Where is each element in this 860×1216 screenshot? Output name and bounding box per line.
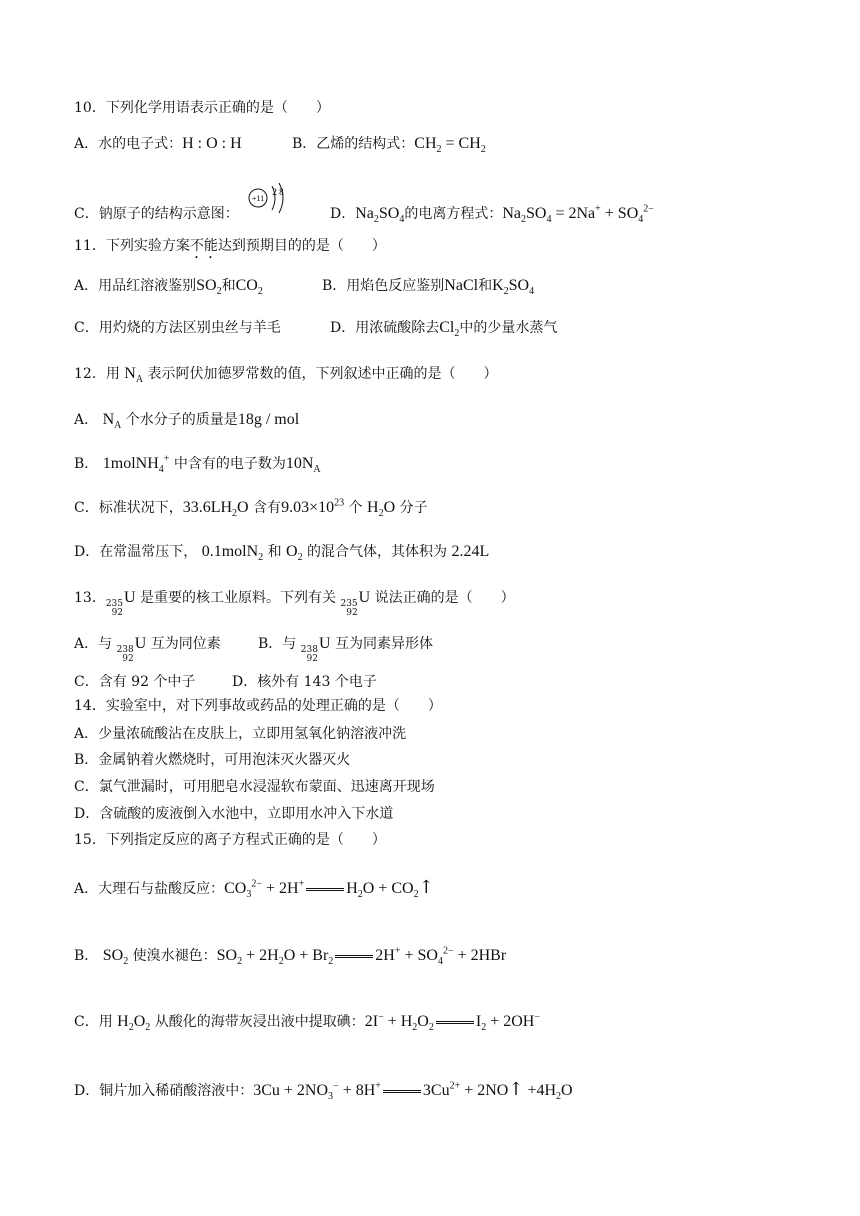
q10-a-label: A．水的电子式： (74, 136, 183, 152)
q10-option-c: C．钠原子的结构示意图： (74, 206, 239, 222)
q15-option-b: B． $SO_2$ 使溴水褪色：$SO_2 + 2H_2O + Br_2$ $2H^+ + SO_4^{2-} + 2HBr$ (74, 945, 507, 968)
q10-d-text: 的电离方程式： (404, 206, 503, 222)
nucleus-charge: +11 (251, 194, 265, 203)
q11-stem (74, 236, 386, 262)
q10-a-formula: H : O : H (182, 135, 242, 152)
q11-option-b: B．用焰色反应鉴别NaCl和$K_2SO_4$ (322, 277, 535, 298)
q14-option-c: C．氯气泄漏时，可用肥皂水浸湿软布蒙面、迅速离开现场 (74, 779, 435, 795)
q10-option-d (330, 204, 654, 224)
q13-option-a: A．与 238 92 U 互为同位素 (74, 635, 221, 664)
q10-d-compound: $Na_2SO_4$ (355, 205, 405, 226)
q14-option-a: A．少量浓硫酸沾在皮肤上，立即用氢氧化钠溶液冲洗 (74, 726, 407, 742)
q12-option-d: D．在常温常压下， 0.1molN$_2$ 和 $O_2$ 的混合气体，其体积为 2.24L (74, 543, 490, 564)
q10-b-formula: $CH_2 = CH_2$ (414, 135, 486, 156)
q12-option-b: B． 1molNH$_4$+ 中含有的电子数为$10N_A$ (74, 453, 321, 476)
q15-option-a: A．大理石与盐酸反应：$CO_3^{2-} + 2H^+$ $H_2O$ + $CO_2↑$ (74, 877, 434, 901)
sodium-atom-diagram (244, 178, 290, 218)
q10-stem: 10．下列化学用语表示正确的是（ ） (74, 100, 330, 116)
q14-option-d: D．含硫酸的废液倒入水池中，立即用水冲入下水道 (74, 806, 394, 822)
q13-option-b: B．与 238 92 U 互为同素异形体 (258, 635, 433, 664)
q11-option-d: D．用浓硫酸除去$Cl_2$中的少量水蒸气 (330, 319, 558, 340)
q11-stem-emph: 不能 (189, 238, 218, 254)
q11-option-c: C．用灼烧的方法区别虫丝与羊毛 (74, 320, 281, 336)
q13-option-d: D．核外有 143 个电子 (232, 674, 377, 690)
q12-option-a: A． $N_A$ 个水分子的质量是18g / mol (74, 411, 300, 432)
q12-option-c: C．标准状况下，$33.6LH_2O$ 含有$9.03\times 10^{23}$ 个 $H_2O$ 分子 (74, 497, 428, 520)
q11-option-a: A．用品红溶液鉴别$SO_2$和$CO_2$ (74, 277, 263, 298)
q14-stem: 14．实验室中，对下列事故或药品的处理正确的是（ ） (74, 698, 442, 714)
q14-option-b: B．金属钠着火燃烧时，可用泡沫灭火器灭火 (74, 752, 351, 768)
q10-d-label: D． (330, 206, 356, 222)
q15-option-d: D．铜片加入稀硝酸溶液中：$3Cu + 2NO_3^- + 8H^+$ $3Cu^{2+}$ + 2NO↑ $+4H_2O$ (74, 1079, 573, 1103)
q12-stem: 12．用 $N_A$ 表示阿伏加德罗常数的值，下列叙述中正确的是（ ） (74, 365, 498, 386)
q15-stem: 15．下列指定反应的离子方程式正确的是（ ） (74, 832, 386, 848)
q11-stem-post: 达到预期目的的是（ ） (217, 238, 386, 254)
q13-option-c: C．含有 92 个中子 (74, 674, 196, 690)
q11-stem-pre: 11．下列实验方案 (74, 238, 190, 254)
q10-option-b (292, 134, 486, 154)
q10-option-a (74, 134, 242, 154)
q15-option-c: C．用 $H_2O_2$ 从酸化的海带灰浸出液中提取碘：$2I^- + H_2O_2$ $I_2 + 2OH^-$ (74, 1011, 540, 1034)
q10-d-equation: $Na_2SO_4 = 2Na^+ + SO_4^{2-}$ (502, 203, 654, 226)
q10-b-label: B．乙烯的结构式： (292, 136, 415, 152)
q13-stem: 13． 235 92 U 是重要的核工业原料。下列有关 235 92 U 说法正确的是（ ） (74, 589, 515, 618)
shell-electrons: 2 8 (272, 187, 284, 197)
